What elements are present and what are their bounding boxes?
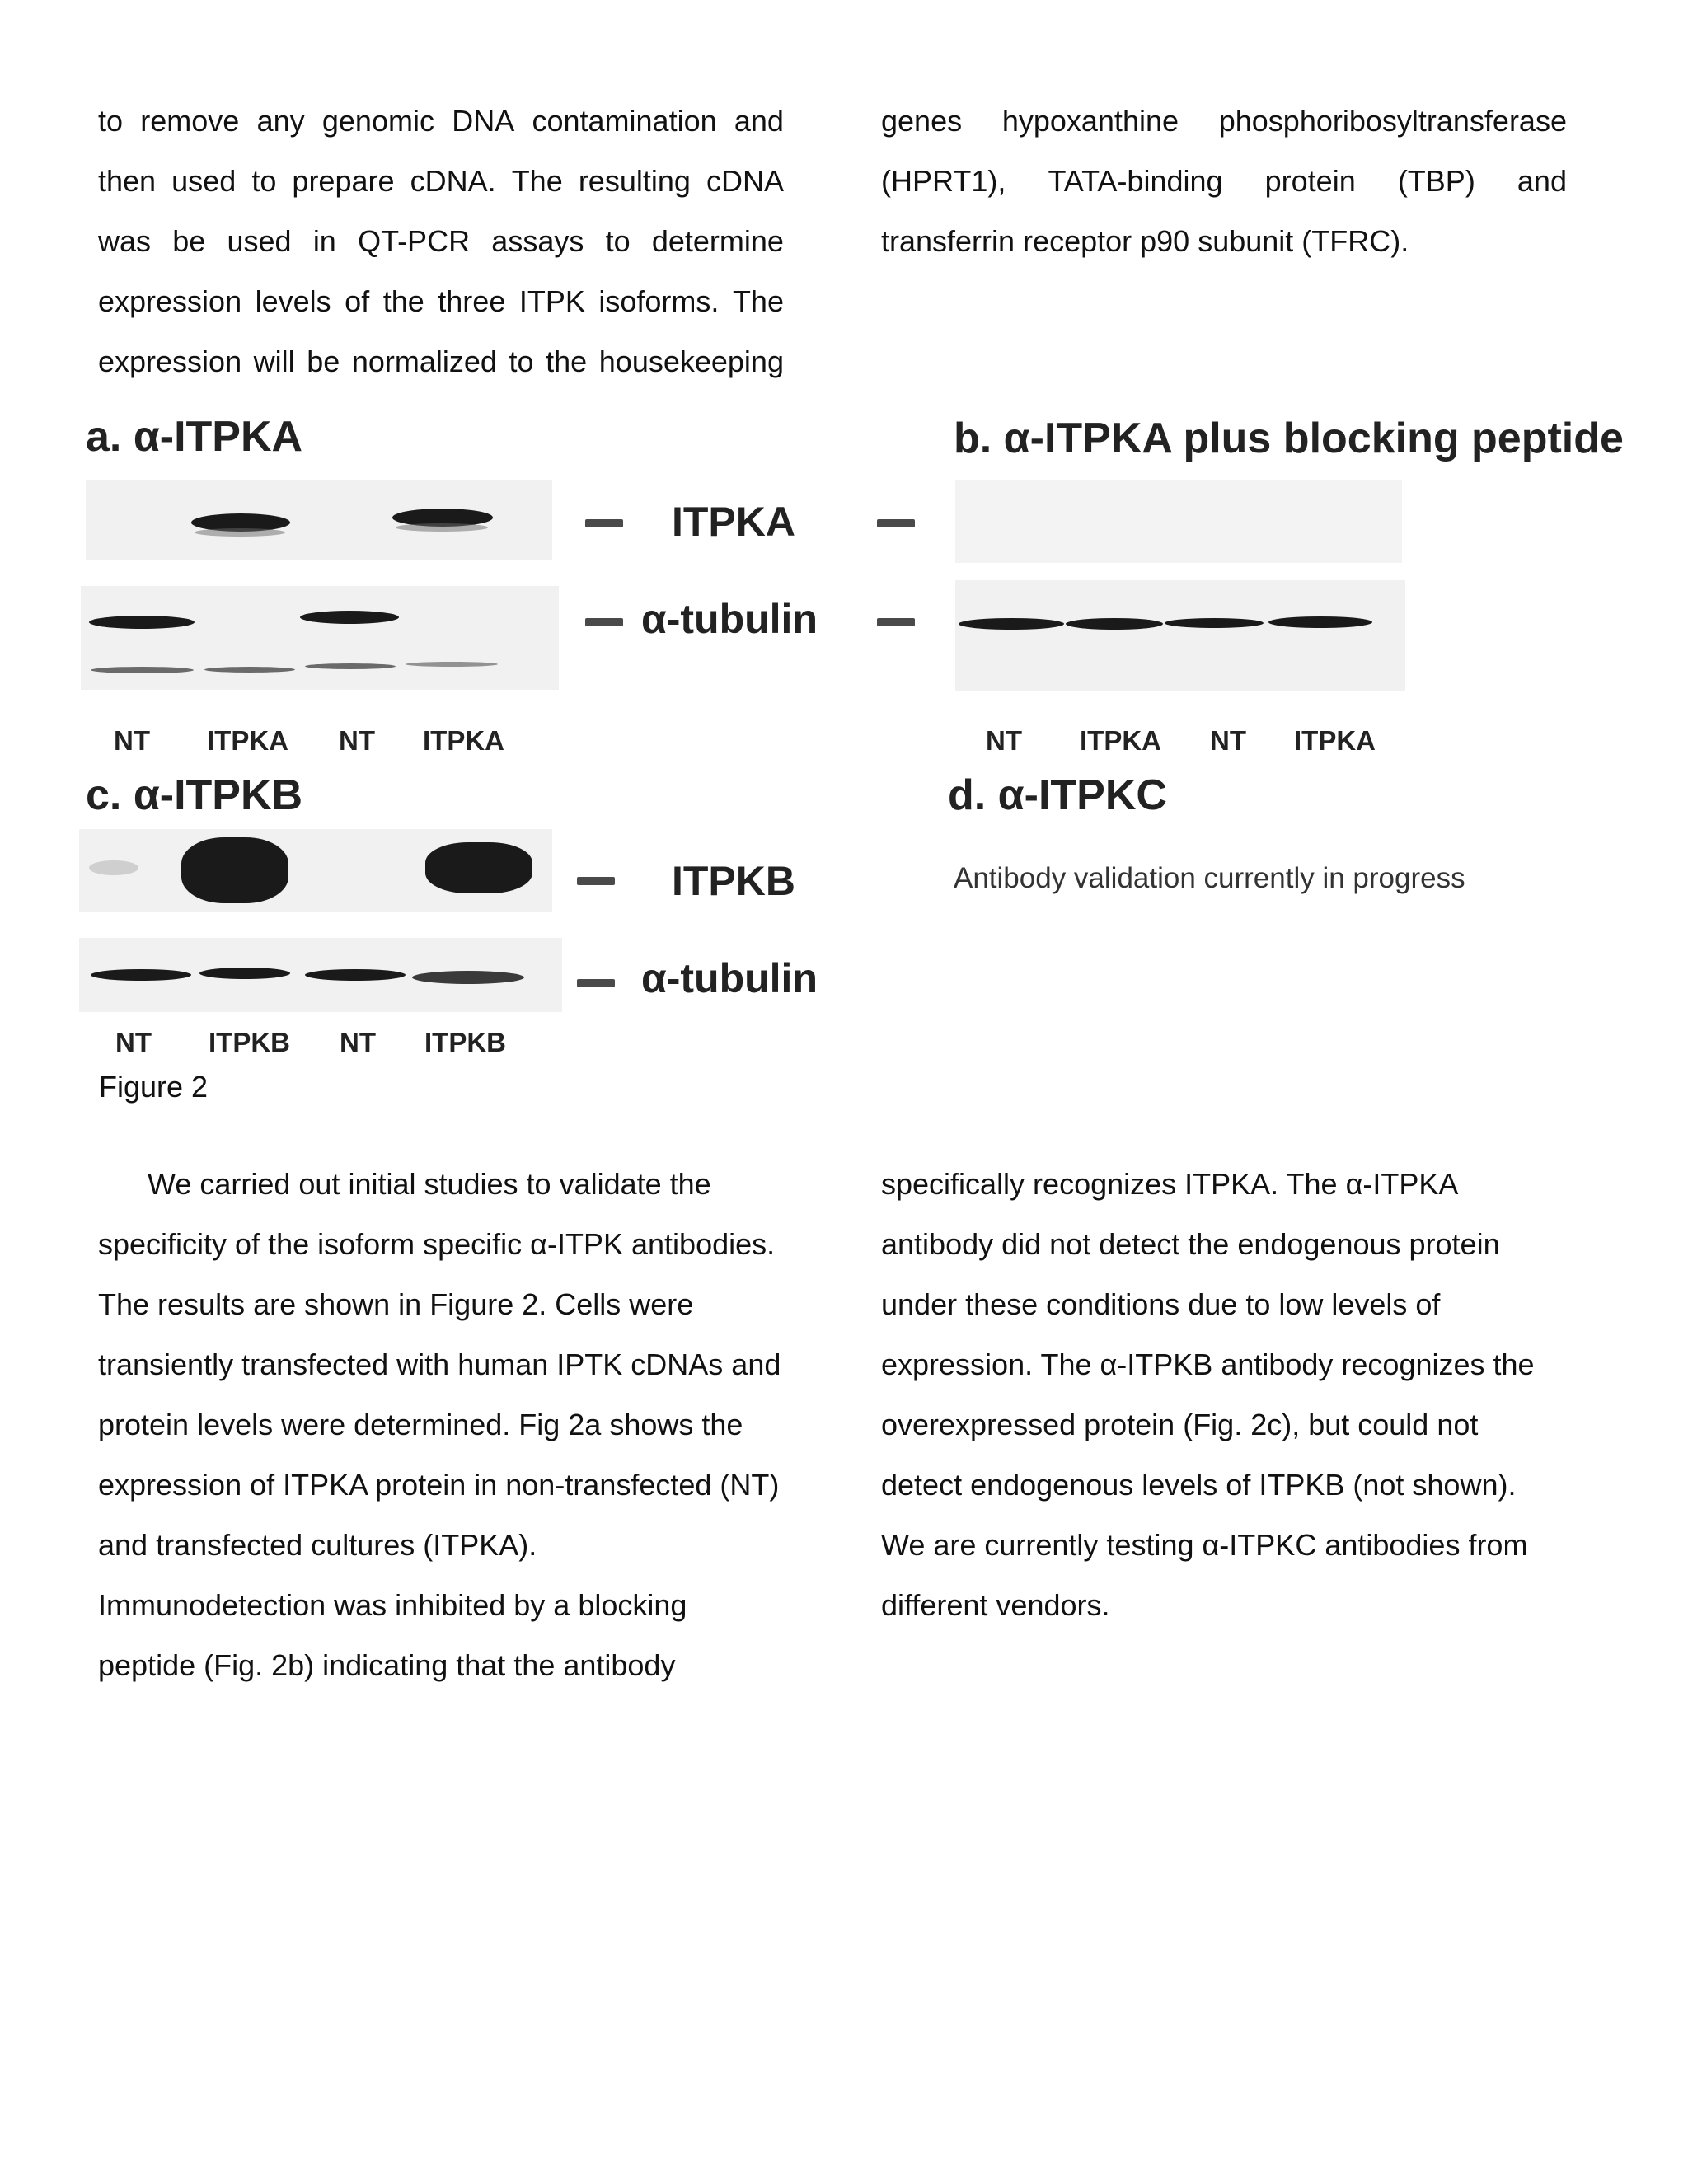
tubulin-band bbox=[1165, 618, 1264, 628]
lane-label: ITPKB bbox=[424, 1027, 506, 1057]
word: in bbox=[312, 224, 336, 258]
tubulin-band bbox=[91, 969, 191, 981]
panel-d-title: d. α-ITPKC bbox=[948, 771, 1167, 819]
tubulin-faint-band bbox=[91, 667, 194, 673]
word: to bbox=[605, 224, 631, 258]
text-line bbox=[881, 151, 1567, 211]
word: genes bbox=[881, 104, 963, 138]
word: hypoxanthine bbox=[1001, 104, 1179, 138]
text-line: antibody did not detect the endogenous protein bbox=[881, 1227, 1500, 1261]
lane-label: ITPKA bbox=[207, 725, 288, 756]
word: determine bbox=[651, 224, 784, 258]
band-label-itpkb: ITPKB bbox=[672, 858, 795, 904]
panel-c-tubulin-blot bbox=[79, 938, 562, 1012]
tubulin-band bbox=[89, 616, 195, 629]
itpkb-faint-band bbox=[89, 860, 138, 875]
marker-tick bbox=[585, 519, 623, 527]
marker-tick bbox=[577, 979, 615, 987]
text-line: expression of ITPKA protein in non-transfected (NT) bbox=[98, 1468, 780, 1502]
text-line: peptide (Fig. 2b) indicating that the antibody bbox=[98, 1648, 676, 1682]
lane-label: ITPKA bbox=[1294, 725, 1376, 756]
word: (HPRT1), bbox=[881, 164, 1006, 198]
text-line: transferrin receptor p90 subunit (TFRC). bbox=[881, 224, 1409, 258]
text-line bbox=[98, 91, 784, 151]
word: cDNA bbox=[706, 164, 784, 198]
tubulin-band bbox=[412, 971, 524, 984]
word: the bbox=[382, 284, 424, 318]
text-line: under these conditions due to low levels of bbox=[881, 1287, 1441, 1321]
lane-label: ITPKA bbox=[1080, 725, 1161, 756]
word: to bbox=[98, 104, 124, 138]
word: (TBP) bbox=[1397, 164, 1475, 198]
word: The bbox=[732, 284, 784, 318]
band-label-tubulin-c: α-tubulin bbox=[641, 955, 818, 1001]
tubulin-band bbox=[959, 618, 1064, 630]
lane-label: NT bbox=[339, 725, 375, 756]
word: DNA bbox=[452, 104, 515, 138]
text-line: transiently transfected with human IPTK cDNAs and bbox=[98, 1347, 781, 1381]
text-line: specifically recognizes ITPKA. The α-ITPKA bbox=[881, 1167, 1459, 1201]
word: assays bbox=[491, 224, 584, 258]
text-line: We carried out initial studies to validate the bbox=[148, 1167, 711, 1201]
word: cDNA. bbox=[410, 164, 496, 198]
panel-c-title: c. α-ITPKB bbox=[86, 771, 303, 819]
tubulin-faint-band bbox=[305, 663, 396, 669]
figure-caption: Figure 2 bbox=[99, 1070, 209, 1104]
text-line: different vendors. bbox=[881, 1588, 1110, 1622]
band-label-tubulin-a: α-tubulin bbox=[641, 596, 818, 642]
word: be bbox=[307, 344, 340, 378]
lane-label: NT bbox=[340, 1027, 376, 1057]
itpka-band-shadow bbox=[396, 523, 488, 532]
word: any bbox=[256, 104, 305, 138]
text-line: and transfected cultures (ITPKA). bbox=[98, 1528, 537, 1562]
word: and bbox=[1517, 164, 1567, 198]
word: phosphoribosyltransferase bbox=[1218, 104, 1567, 138]
text-line: The results are shown in Figure 2. Cells were bbox=[98, 1287, 694, 1321]
text-line: overexpressed protein (Fig. 2c), but could not bbox=[881, 1408, 1479, 1441]
tubulin-faint-band bbox=[204, 667, 295, 673]
panel-d-note: Antibody validation currently in progress bbox=[954, 862, 1465, 894]
tubulin-band bbox=[300, 611, 399, 624]
word: TATA-binding bbox=[1048, 164, 1223, 198]
panel-b-title: b. α-ITPKA plus blocking peptide bbox=[954, 415, 1624, 462]
itpka-band-shadow bbox=[195, 528, 285, 537]
panel-b-tubulin-blot bbox=[955, 580, 1405, 691]
text-line: specificity of the isoform specific α-ITPK antibodies. bbox=[98, 1227, 776, 1261]
panel-c-itpkb-blot bbox=[79, 829, 552, 912]
text-line: detect endogenous levels of ITPKB (not shown). bbox=[881, 1468, 1517, 1502]
text-line bbox=[881, 91, 1567, 151]
word: genomic bbox=[321, 104, 434, 138]
word: expression bbox=[98, 284, 242, 318]
word: QT-PCR bbox=[358, 224, 471, 258]
text-line bbox=[98, 211, 784, 271]
text-line bbox=[98, 331, 784, 391]
marker-tick bbox=[585, 618, 623, 626]
text-column-bottom-right bbox=[881, 1154, 1590, 1635]
tubulin-faint-band bbox=[406, 662, 498, 667]
text-line bbox=[98, 271, 784, 331]
marker-tick bbox=[877, 618, 915, 626]
lane-label: NT bbox=[986, 725, 1022, 756]
tubulin-band bbox=[1066, 618, 1163, 630]
word: then bbox=[98, 164, 157, 198]
tubulin-band bbox=[305, 969, 406, 981]
text-line: Immunodetection was inhibited by a blocking bbox=[98, 1588, 687, 1622]
word: used bbox=[227, 224, 292, 258]
word: ITPK bbox=[518, 284, 585, 318]
band-label-itpka: ITPKA bbox=[672, 499, 795, 545]
word: contamination bbox=[532, 104, 717, 138]
word: to bbox=[251, 164, 277, 198]
word: expression bbox=[98, 344, 242, 378]
word: resulting bbox=[578, 164, 691, 198]
text-line bbox=[98, 151, 784, 211]
lane-label: ITPKB bbox=[209, 1027, 290, 1057]
marker-tick bbox=[877, 519, 915, 527]
panel-b-blocked-blot bbox=[955, 480, 1402, 563]
lane-label: NT bbox=[1210, 725, 1246, 756]
lane-label: ITPKA bbox=[423, 725, 504, 756]
text-line: We are currently testing α-ITPKC antibodies from bbox=[881, 1528, 1528, 1562]
panel-a-title: a. α-ITPKA bbox=[86, 413, 303, 461]
lane-label: NT bbox=[115, 1027, 152, 1057]
text-column-top-right bbox=[881, 91, 1567, 271]
word: the bbox=[546, 344, 588, 378]
text-column-bottom-left bbox=[98, 1154, 807, 1695]
word: normalized bbox=[351, 344, 497, 378]
text-column-top-left bbox=[98, 91, 784, 391]
text-line: protein levels were determined. Fig 2a shows the bbox=[98, 1408, 743, 1441]
word: of bbox=[345, 284, 370, 318]
tubulin-band bbox=[1268, 616, 1372, 628]
lane-label: NT bbox=[114, 725, 150, 756]
word: housekeeping bbox=[598, 344, 784, 378]
text-line: expression. The α-ITPKB antibody recognizes the bbox=[881, 1347, 1535, 1381]
word: be bbox=[172, 224, 206, 258]
word: isoforms. bbox=[598, 284, 720, 318]
word: was bbox=[98, 224, 152, 258]
word: prepare bbox=[292, 164, 395, 198]
word: will bbox=[253, 344, 295, 378]
word: The bbox=[511, 164, 563, 198]
word: and bbox=[734, 104, 784, 138]
panel-a-itpka-blot bbox=[86, 480, 552, 560]
word: protein bbox=[1264, 164, 1356, 198]
word: used bbox=[171, 164, 237, 198]
tubulin-band bbox=[199, 968, 290, 979]
panel-a-tubulin-blot bbox=[81, 586, 559, 690]
itpkb-band bbox=[181, 837, 288, 903]
word: to bbox=[509, 344, 534, 378]
itpkb-band bbox=[425, 842, 532, 893]
marker-tick bbox=[577, 877, 615, 885]
word: three bbox=[438, 284, 506, 318]
word: levels bbox=[255, 284, 331, 318]
word: remove bbox=[140, 104, 240, 138]
